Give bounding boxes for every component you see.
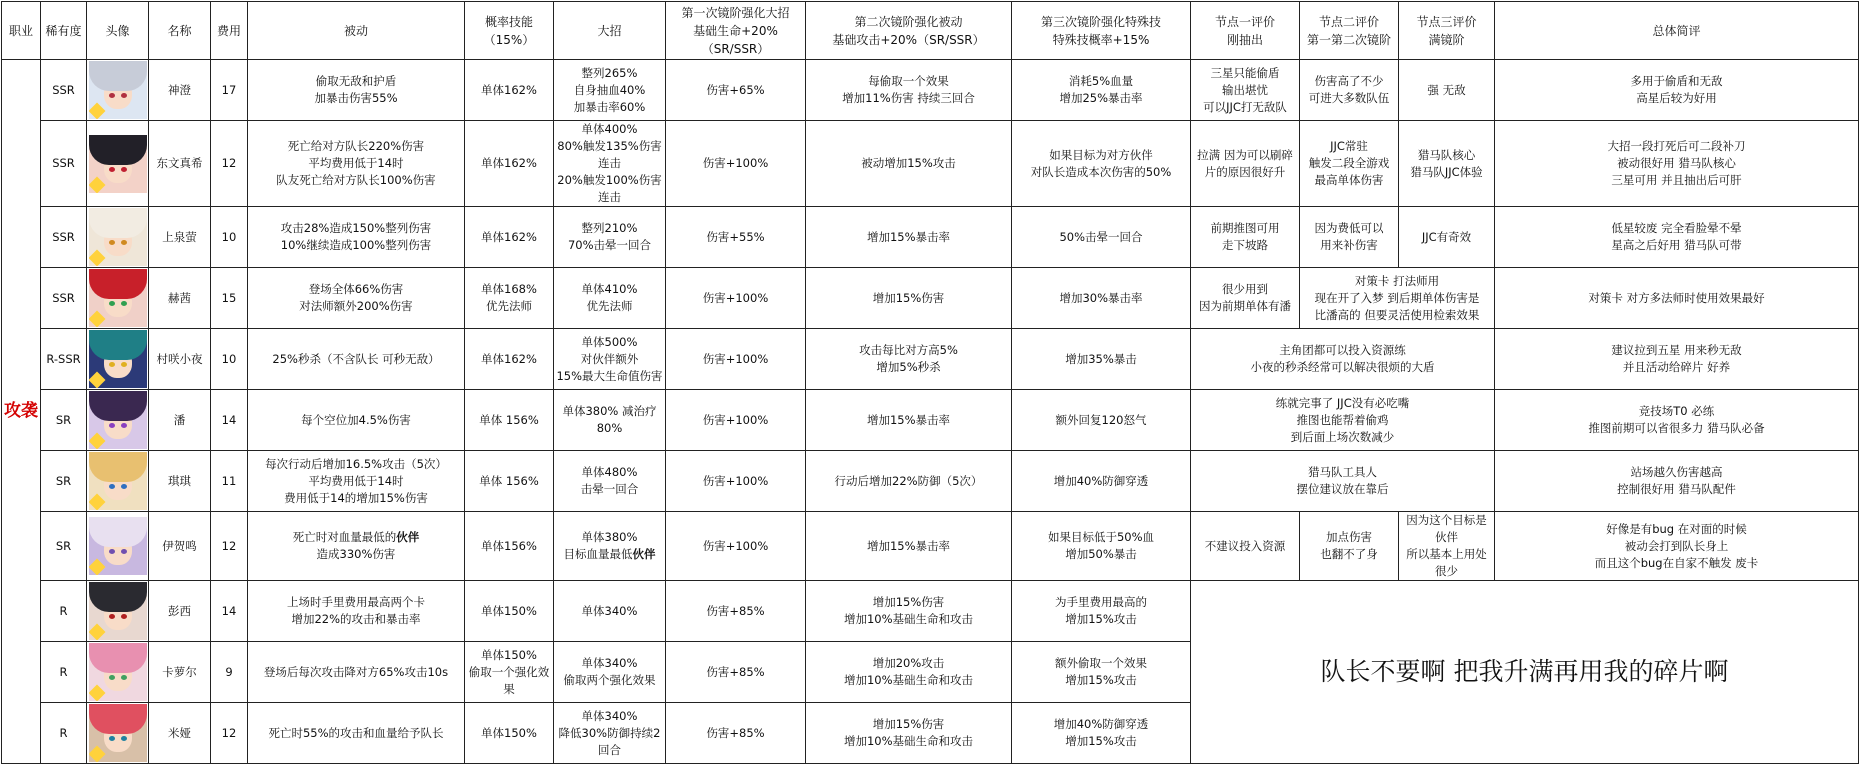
passive-cell: 登场全体66%伤害 对法师额外200%伤害 <box>248 268 465 329</box>
pink-hair-avatar-icon <box>89 643 147 701</box>
mirror3-cell: 为手里费用最高的 增加15%攻击 <box>1012 581 1191 642</box>
summary-cell: 多用于偷盾和无敌 高星后较为好用 <box>1495 60 1859 121</box>
mirror1-cell: 伤害+65% <box>666 60 806 121</box>
rarity-cell: SR <box>41 512 87 581</box>
ult-cell: 整列210% 70%击晕一回合 <box>554 207 666 268</box>
rarity-cell: SSR <box>41 60 87 121</box>
mirror2-cell: 增加15%暴击率 <box>806 512 1012 581</box>
table-row <box>2 60 1859 121</box>
header-passive: 被动 <box>248 2 465 60</box>
mirror3-cell: 消耗5%血量 增加25%暴击率 <box>1012 60 1191 121</box>
mirror2-cell: 增加15%伤害 增加10%基础生命和攻击 <box>806 581 1012 642</box>
node2-cell: 伤害高了不少 可进大多数队伍 <box>1300 60 1399 121</box>
avatar-cell <box>87 268 149 329</box>
avatar-cell <box>87 207 149 268</box>
avatar-cell <box>87 60 149 121</box>
header-prob-skill: 概率技能（15%） <box>465 2 554 60</box>
ult-cell: 整列265% 自身抽血40% 加暴击率60% <box>554 60 666 121</box>
table-row <box>2 268 1859 329</box>
summary-cell: 竞技场T0 必练 推图前期可以省很多力 猎马队必备 <box>1495 390 1859 451</box>
passive-cell: 死亡时55%的攻击和血量给予队长 <box>248 703 465 764</box>
passive-cell <box>248 512 465 581</box>
teal-hair-avatar-icon <box>89 330 147 388</box>
ult-cell: 单体340% 偷取两个强化效果 <box>554 642 666 703</box>
prob-cell: 单体 156% <box>465 451 554 512</box>
header-node-3: 节点三评价 满镜阶 <box>1399 2 1495 60</box>
mirror3-cell: 增加35%暴击 <box>1012 329 1191 390</box>
mirror1-cell: 伤害+85% <box>666 581 806 642</box>
ult-cell: 单体340% <box>554 581 666 642</box>
mirror2-cell: 增加15%暴击率 <box>806 207 1012 268</box>
red-hair-avatar-icon <box>89 269 147 327</box>
node1-cell: 拉满 因为可以刷碎 片的原因很好升 <box>1191 121 1300 207</box>
header-rarity: 稀有度 <box>41 2 87 60</box>
name-cell: 伊贺鸣 <box>149 512 211 581</box>
node2-cell: 加点伤害 也翻不了身 <box>1300 512 1399 581</box>
header-role: 职业 <box>2 2 41 60</box>
node1-cell: 三星只能偷盾 输出堪忧 可以JJC打无敌队 <box>1191 60 1300 121</box>
name-cell: 神澄 <box>149 60 211 121</box>
summary-cell: 建议拉到五星 用来秒无敌 并且活动给碎片 好养 <box>1495 329 1859 390</box>
header-row <box>2 2 1859 60</box>
header-cost: 费用 <box>211 2 248 60</box>
table-row <box>2 451 1859 512</box>
ult-line-1: 单体380% <box>581 530 638 544</box>
summary-cell: 低星较废 完全看脸晕不晕 星高之后好用 猎马队可带 <box>1495 207 1859 268</box>
passive-cell: 偷取无敌和护盾 加暴击伤害55% <box>248 60 465 121</box>
cost-cell: 11 <box>211 451 248 512</box>
mirror2-cell: 被动增加15%攻击 <box>806 121 1012 207</box>
passive-cell: 每次行动后增加16.5%攻击（5次） 平均费用低于14时 费用低于14的增加15%伤害 <box>248 451 465 512</box>
table-row <box>2 512 1859 581</box>
avatar-cell <box>87 329 149 390</box>
summary-cell: 站场越久伤害越高 控制很好用 猎马队配件 <box>1495 451 1859 512</box>
header-mirror-1: 第一次镜阶强化大招 基础生命+20%（SR/SSR） <box>666 2 806 60</box>
header-name: 名称 <box>149 2 211 60</box>
prob-cell: 单体150% <box>465 581 554 642</box>
mirror1-cell: 伤害+100% <box>666 121 806 207</box>
mirror3-cell: 额外偷取一个效果 增加15%攻击 <box>1012 642 1191 703</box>
purple-hair-avatar-icon <box>89 391 147 449</box>
cost-cell: 12 <box>211 703 248 764</box>
mirror3-cell: 增加40%防御穿透 <box>1012 451 1191 512</box>
mirror2-cell: 增加15%伤害 <box>806 268 1012 329</box>
rarity-cell: R <box>41 703 87 764</box>
table-row <box>2 121 1859 207</box>
merged-note-cell: 队长不要啊 把我升满再用我的碎片啊 <box>1191 581 1859 764</box>
passive-cell: 25%秒杀（不含队长 可秒无敌） <box>248 329 465 390</box>
name-cell: 琪琪 <box>149 451 211 512</box>
black-hair-avatar-icon <box>89 135 147 193</box>
avatar-cell <box>87 390 149 451</box>
rarity-cell: R <box>41 642 87 703</box>
node1-cell: 很少用到 因为前期单体有潘 <box>1191 268 1300 329</box>
passive-line-2: 造成330%伤害 <box>316 547 396 561</box>
cost-cell: 12 <box>211 121 248 207</box>
node3-cell: 强 无敌 <box>1399 60 1495 121</box>
mirror3-cell: 增加40%防御穿透 增加15%攻击 <box>1012 703 1191 764</box>
node2-cell: 因为费低可以 用来补伤害 <box>1300 207 1399 268</box>
role-cell: 攻袭 <box>2 60 41 764</box>
header-mirror-2: 第二次镜阶强化被动 基础攻击+20%（SR/SSR） <box>806 2 1012 60</box>
mirror2-cell: 行动后增加22%防御（5次） <box>806 451 1012 512</box>
passive-cell: 登场后每次攻击降对方65%攻击10s <box>248 642 465 703</box>
mirror3-cell: 额外回复120怒气 <box>1012 390 1191 451</box>
mirror1-cell: 伤害+100% <box>666 390 806 451</box>
name-cell: 村咲小夜 <box>149 329 211 390</box>
avatar-cell <box>87 451 149 512</box>
node3-cell: 因为这个目标是伙伴 所以基本上用处很少 <box>1399 512 1495 581</box>
blonde-hair-avatar-icon <box>89 452 147 510</box>
prob-cell: 单体 156% <box>465 390 554 451</box>
white-hair-avatar-icon <box>89 208 147 266</box>
mirror1-cell: 伤害+85% <box>666 703 806 764</box>
passive-cell: 死亡给对方队长220%伤害 平均费用低于14时 队友死亡给对方队长100%伤害 <box>248 121 465 207</box>
cost-cell: 12 <box>211 512 248 581</box>
mirror1-cell: 伤害+100% <box>666 451 806 512</box>
prob-cell: 单体162% <box>465 207 554 268</box>
mirror2-cell: 每偷取一个效果 增加11%伤害 持续三回合 <box>806 60 1012 121</box>
mirror1-cell: 伤害+55% <box>666 207 806 268</box>
passive-cell: 上场时手里费用最高两个卡 增加22%的攻击和暴击率 <box>248 581 465 642</box>
prob-cell: 单体162% <box>465 329 554 390</box>
prob-cell: 单体150% <box>465 703 554 764</box>
rarity-cell: SSR <box>41 121 87 207</box>
silver-hair-avatar-icon <box>89 61 147 119</box>
cost-cell: 14 <box>211 390 248 451</box>
node123-cell: 主角团都可以投入资源练 小夜的秒杀经常可以解决很烦的大盾 <box>1191 329 1495 390</box>
prob-cell: 单体156% <box>465 512 554 581</box>
name-cell: 米娅 <box>149 703 211 764</box>
summary-cell: 大招一段打死后可二段补刀 被动很好用 猎马队核心 三星可用 并且抽出后可肝 <box>1495 121 1859 207</box>
summary-cell: 好像是有bug 在对面的时候 被动会打到队长身上 而且这个bug在自家不触发 废卡 <box>1495 512 1859 581</box>
ult-cell: 单体410% 优先法师 <box>554 268 666 329</box>
prob-cell: 单体168% 优先法师 <box>465 268 554 329</box>
header-node-1: 节点一评价 刚抽出 <box>1191 2 1300 60</box>
name-cell: 卡萝尔 <box>149 642 211 703</box>
mirror1-cell: 伤害+100% <box>666 268 806 329</box>
table-row <box>2 581 1859 642</box>
ult-cell: 单体380% 减治疗80% <box>554 390 666 451</box>
mirror3-cell: 增加30%暴击率 <box>1012 268 1191 329</box>
ult-cell: 单体400% 80%触发135%伤害连击 20%触发100%伤害连击 <box>554 121 666 207</box>
cost-cell: 14 <box>211 581 248 642</box>
summary-cell: 对策卡 对方多法师时使用效果最好 <box>1495 268 1859 329</box>
mirror2-cell: 增加20%攻击 增加10%基础生命和攻击 <box>806 642 1012 703</box>
mirror3-cell: 如果目标为对方伙伴 对队长造成本次伤害的50% <box>1012 121 1191 207</box>
rarity-cell: SR <box>41 390 87 451</box>
name-cell: 赫茜 <box>149 268 211 329</box>
mirror3-cell: 如果目标低于50%血 增加50%暴击 <box>1012 512 1191 581</box>
header-node-2: 节点二评价 第一第二次镜阶 <box>1300 2 1399 60</box>
mirror1-cell: 伤害+100% <box>666 329 806 390</box>
avatar-cell <box>87 512 149 581</box>
passive-cell: 攻击28%造成150%整列伤害 10%继续造成100%整列伤害 <box>248 207 465 268</box>
cost-cell: 10 <box>211 207 248 268</box>
prob-cell: 单体162% <box>465 60 554 121</box>
prob-cell: 单体162% <box>465 121 554 207</box>
hero-evaluation-table <box>1 1 1859 764</box>
name-cell: 上泉萤 <box>149 207 211 268</box>
cost-cell: 9 <box>211 642 248 703</box>
name-cell: 潘 <box>149 390 211 451</box>
header-mirror-3: 第三次镜阶强化特殊技 特殊技概率+15% <box>1012 2 1191 60</box>
node123-cell: 练就完事了 JJC没有必吃嘴 推图也能帮着偷鸡 到后面上场次数减少 <box>1191 390 1495 451</box>
cost-cell: 10 <box>211 329 248 390</box>
avatar-cell <box>87 581 149 642</box>
ult-cell <box>554 512 666 581</box>
ult-cell: 单体340% 降低30%防御持续2回合 <box>554 703 666 764</box>
node1-cell: 前期推图可用 走下坡路 <box>1191 207 1300 268</box>
dark-hat-avatar-icon <box>89 582 147 640</box>
ult-cell: 单体500% 对伙伴额外 15%最大生命值伤害 <box>554 329 666 390</box>
node23-cell: 对策卡 打法师用 现在开了入梦 到后期单体伤害是 比潘高的 但要灵活使用检索效果 <box>1300 268 1495 329</box>
node3-cell: 猎马队核心 猎马队JJC体验 <box>1399 121 1495 207</box>
mirror1-cell: 伤害+85% <box>666 642 806 703</box>
name-cell: 彭西 <box>149 581 211 642</box>
header-summary: 总体简评 <box>1495 2 1859 60</box>
coral-hair-avatar-icon <box>89 704 147 762</box>
header-ultimate: 大招 <box>554 2 666 60</box>
lilac-hair-avatar-icon <box>89 517 147 575</box>
rarity-cell: SR <box>41 451 87 512</box>
rarity-cell: R <box>41 581 87 642</box>
mirror2-cell: 增加15%暴击率 <box>806 390 1012 451</box>
node3-cell: JJC有奇效 <box>1399 207 1495 268</box>
avatar-cell <box>87 121 149 207</box>
avatar-cell <box>87 642 149 703</box>
cost-cell: 17 <box>211 60 248 121</box>
passive-cell: 每个空位加4.5%伤害 <box>248 390 465 451</box>
rarity-cell: SSR <box>41 207 87 268</box>
node2-cell: JJC常驻 触发二段全游戏 最高单体伤害 <box>1300 121 1399 207</box>
rarity-cell: SSR <box>41 268 87 329</box>
avatar-cell <box>87 703 149 764</box>
prob-cell: 单体150% 偷取一个强化效果 <box>465 642 554 703</box>
node1-cell: 不建议投入资源 <box>1191 512 1300 581</box>
mirror2-cell: 攻击每比对方高5% 增加5%秒杀 <box>806 329 1012 390</box>
mirror3-cell: 50%击晕一回合 <box>1012 207 1191 268</box>
ult-cell: 单体480% 击晕一回合 <box>554 451 666 512</box>
ult-line-2: 目标血量最低伙伴 <box>563 547 656 561</box>
node123-cell: 猎马队工具人 摆位建议放在靠后 <box>1191 451 1495 512</box>
mirror2-cell: 增加15%伤害 增加10%基础生命和攻击 <box>806 703 1012 764</box>
mirror1-cell: 伤害+100% <box>666 512 806 581</box>
name-cell: 东文真希 <box>149 121 211 207</box>
rarity-cell: R-SSR <box>41 329 87 390</box>
passive-line-1: 死亡时对血量最低的伙伴 <box>292 530 420 544</box>
header-avatar: 头像 <box>87 2 149 60</box>
table-row <box>2 329 1859 390</box>
table-row <box>2 390 1859 451</box>
cost-cell: 15 <box>211 268 248 329</box>
table-row <box>2 207 1859 268</box>
